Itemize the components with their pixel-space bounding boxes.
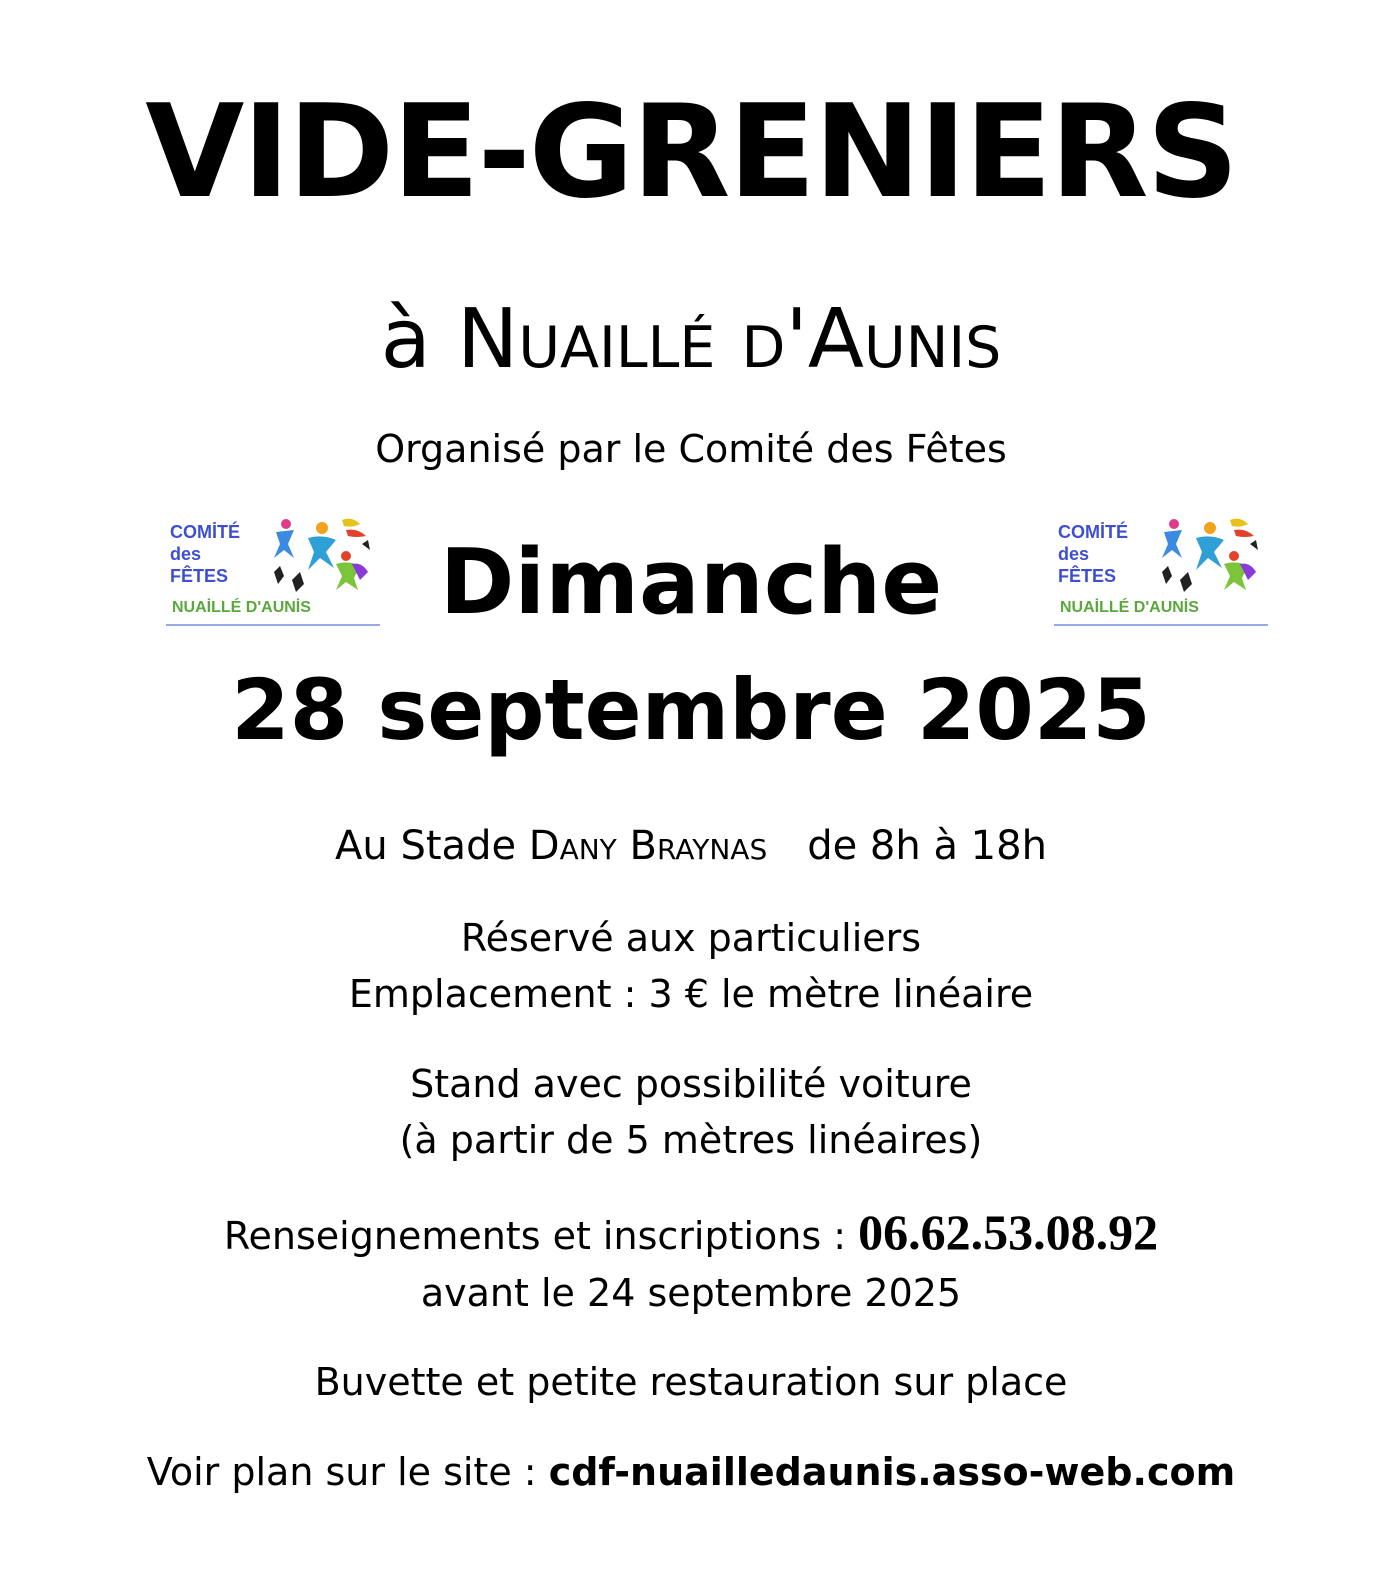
poster-title: VIDE-GRENIERS [145,78,1237,227]
phone-number: 06.62.53.08.92 [858,1204,1159,1260]
organizer-text: Organisé par le Comité des Fêtes [375,427,1007,471]
pricing-line-1: Réservé aux particuliers [460,916,922,960]
town-prefix: à [380,292,431,387]
car-stand-line-1: Stand avec possibilité voiture [410,1062,972,1106]
website-line [0,1444,1382,1500]
pricing-block [0,910,1382,1022]
logo-line-2: des [1058,544,1090,564]
refreshments-text: Buvette et petite restauration sur place [314,1360,1068,1404]
website-url: cdf-nuailledaunis.asso-web.com [548,1450,1236,1494]
website-label: Voir plan sur le site : [146,1450,537,1494]
event-hours: de 8h à 18h [807,823,1047,869]
event-date: 28 septembre 2025 [231,661,1151,759]
town-name: Nuaillé d'Aunis [456,292,1002,387]
pricing-line-2: Emplacement : 3 € le mètre linéaire [348,972,1034,1016]
contact-block [0,1202,1382,1320]
car-stand-block [0,1056,1382,1168]
logo-line-3: FÊTES [1058,566,1117,586]
car-stand-line-2: (à partir de 5 mètres linéaires) [399,1118,983,1162]
logo-line-1: COMİTÉ [170,522,240,542]
logo-line-4: NUAİLLÉ D'AUNİS [1060,599,1199,616]
event-weekday: Dimanche [439,530,943,635]
logo-line-4: NUAİLLÉ D'AUNİS [172,599,311,616]
logo-line-3: FÊTES [170,566,229,586]
venue-prefix: Au Stade [335,823,517,869]
contact-label: Renseignements et inscriptions : [223,1214,847,1258]
venue-line [0,818,1382,874]
contact-line [0,1202,1382,1266]
logo-line-1: COMİTÉ [1058,522,1128,542]
venue-name: Dany Braynas [528,823,768,869]
registration-deadline: avant le 24 septembre 2025 [420,1271,962,1315]
logo-line-2: des [170,544,202,564]
town-line [0,290,1382,390]
